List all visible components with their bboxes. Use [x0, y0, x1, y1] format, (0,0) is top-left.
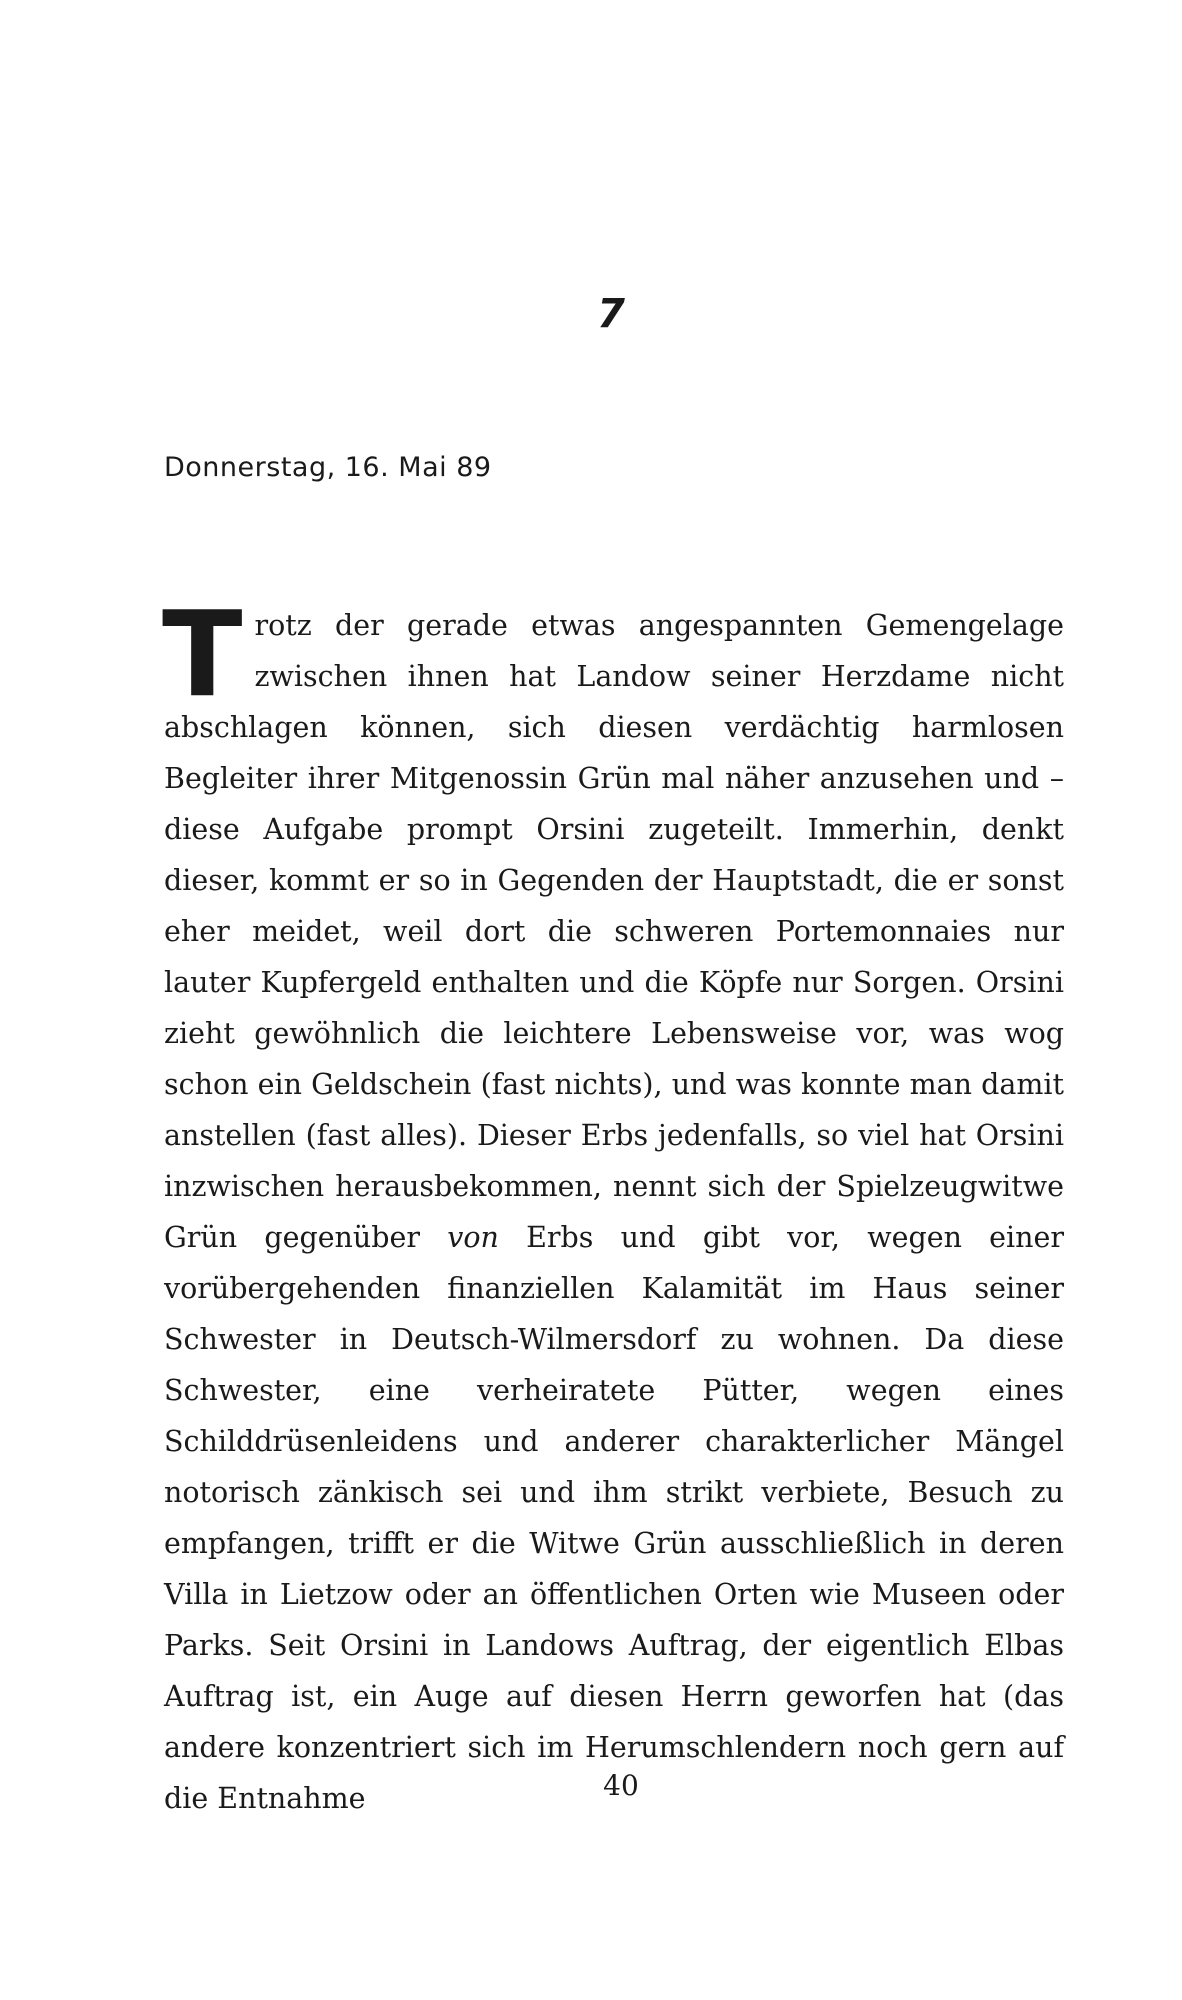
body-paragraph: [162, 585, 1064, 1824]
body-text-part2: Erbs und gibt vor, wegen einer vorübergehenden finanziellen Kalamität im Haus seiner Schwester in Deutsch-Wilmersdorf zu wohnen. Da diese Schwester, eine verheiratete Pütter, wegen eines Schilddrüsenleidens und anderer charakterlicher Mängel notorisch zänkisch sei und ihm strikt verbiete, Besuch zu empfangen, trifft er die Witwe Grün ausschließlich in deren Villa in Lietzow oder an öffentlichen Orten wie Museen oder Parks. Seit Orsini in Landows Auftrag, der eigentlich Elbas Auftrag ist, ein Auge auf diesen Herrn geworfen hat (das andere konzentriert sich im Herumschlendern noch gern auf die Entnahme: [164, 1221, 1064, 1815]
drop-cap: T: [162, 585, 243, 723]
chapter-number: 7: [597, 291, 625, 337]
emphasized-word: von: [447, 1221, 499, 1254]
body-text-part1: rotz der gerade etwas angespannten Gemengelage zwischen ihnen hat Landow seiner Herzdame nicht abschlagen können, sich diesen verdächtig harmlosen Begleiter ihrer Mitgenossin Grün mal näher anzusehen und – diese Aufgabe prompt Orsini zugeteilt. Immerhin, denkt dieser, kommt er so in Gegenden der Hauptstadt, die er sonst eher meidet, weil dort die schweren Portemonnaies nur lauter Kupfergeld enthalten und die Köpfe nur Sorgen. Orsini zieht gewöhnlich die leichtere Lebensweise vor, was wog schon ein Geldschein (fast nichts), und was konnte man damit anstellen (fast alles). Dieser Erbs jedenfalls, so viel hat Orsini inzwischen herausbekommen, nennt sich der Spielzeugwitwe Grün gegenüber: [164, 609, 1064, 1254]
page-number: 40: [603, 1769, 639, 1802]
chapter-date-heading: Donnerstag, 16. Mai 89: [164, 452, 492, 483]
